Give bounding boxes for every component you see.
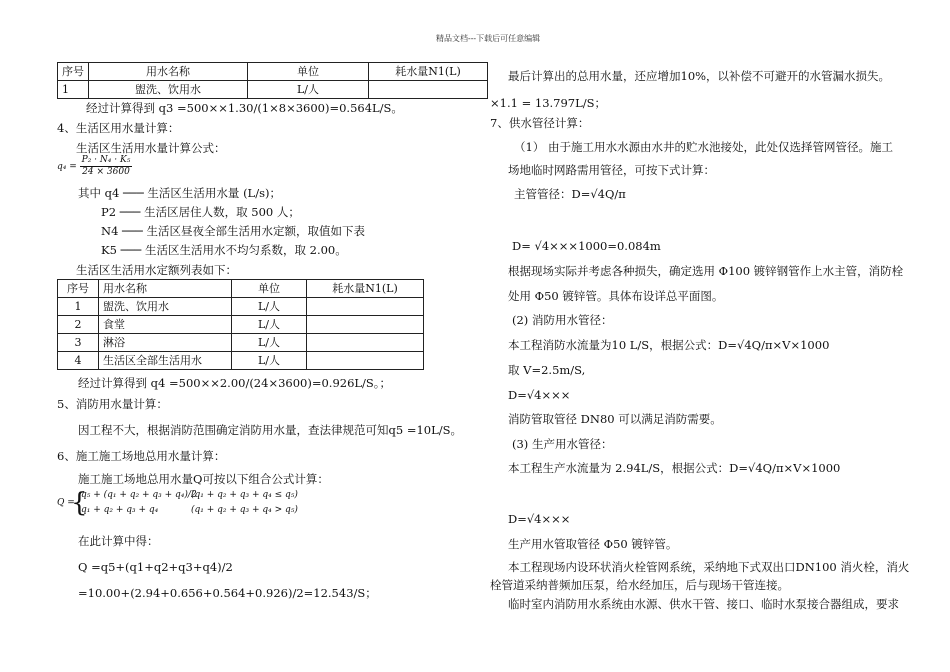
table-cell: 盥洗、饮用水 xyxy=(99,298,232,316)
production-pipe-conclusion: 生产用水管取管径 Φ50 镀锌管。 xyxy=(508,537,678,551)
production-pipe-formula: 本工程生产水流量为 2.94L/S，根据公式：D=√4Q/π×V×1000 xyxy=(508,461,841,475)
fire-pipe-title: (2) 消防用水管径： xyxy=(512,313,613,327)
section-6-intro: 施工施工场地总用水量Q可按以下组合公式计算： xyxy=(78,472,329,486)
water-quota-table-2 xyxy=(57,279,424,370)
calc-intro: 在此计算中得： xyxy=(78,534,159,548)
formula-lhs: Q = xyxy=(57,498,75,508)
where-n4: N4 ─── 生活区昼夜全部生活用水定额，取值如下表 xyxy=(101,224,365,238)
right-paragraph-4: 场地临时网路需用管径，可按下式计算： xyxy=(508,163,715,177)
formula-numerator: P₂ · N₄ · K₅ xyxy=(81,155,131,165)
table-cell xyxy=(369,81,488,99)
right-paragraph-7: 根据现场实际并考虑各种损失，确定选用 Φ100 镀锌钢管作上水主管，消防栓 xyxy=(508,264,904,278)
header-note: 精品文档---下载后可任意编辑 xyxy=(436,34,541,43)
table-header-row xyxy=(58,280,424,298)
section-4-title: 4、生活区用水量计算： xyxy=(57,121,180,135)
section-5-body: 因工程不大，根据消防范围确定消防用水量，查法律规范可知q5 =10L/S。 xyxy=(78,423,462,437)
total-water-formula xyxy=(57,488,317,518)
formula-condition-2: (q₁ + q₂ + q₃ + q₄ > q₅) xyxy=(191,505,298,515)
section-4-formula-intro: 生活区生活用水量计算公式： xyxy=(76,141,226,155)
right-paragraph-8: 处用 Φ50 镀锌管。具体布设详总平面图。 xyxy=(508,289,724,303)
table-header-cell: 用水名称 xyxy=(99,280,232,298)
right-paragraph-1: 最后计算出的总用水量，还应增加10%，以补偿不可避开的水管漏水损失。 xyxy=(508,69,891,83)
table-cell xyxy=(307,352,424,370)
table-cell xyxy=(307,334,424,352)
calc-result-q3: 经过计算得到 q3 =500××1.30/(1×8×3600)=0.564L/S。 xyxy=(86,101,403,115)
fire-pipe-conclusion: 消防管取管径 DN80 可以满足消防需要。 xyxy=(508,412,722,426)
formula-condition-1: (q₁ + q₂ + q₃ + q₄ ≤ q₅) xyxy=(191,490,298,500)
right-paragraph-2: ×1.1 = 13.797L/S； xyxy=(490,96,606,110)
table-cell: 4 xyxy=(58,352,99,370)
table-cell: L/人 xyxy=(232,298,307,316)
table-header-row xyxy=(58,63,488,81)
table-header-cell: 序号 xyxy=(58,63,89,81)
calc-line-1: Q =q5+(q1+q2+q3+q4)/2 xyxy=(78,560,233,574)
table-header-cell: 耗水量N1(L) xyxy=(369,63,488,81)
right-paragraph-18: 本工程现场内设环状消火栓管网系统，采纳地下式双出口DN100 消火栓，消火 xyxy=(508,560,910,574)
table-cell: L/人 xyxy=(232,316,307,334)
main-pipe-result: D= √4×××1000=0.084m xyxy=(512,239,661,253)
formula-fraction xyxy=(80,155,133,178)
brace-icon: { xyxy=(71,488,88,518)
section-5-title: 5、消防用水量计算： xyxy=(57,397,168,411)
main-pipe-formula: 主管管径：D=√4Q/π xyxy=(514,187,626,201)
table-cell: 2 xyxy=(58,316,99,334)
table-cell: 1 xyxy=(58,298,99,316)
table-header-cell: 耗水量N1(L) xyxy=(307,280,424,298)
formula-denominator: 24 × 3600 xyxy=(82,167,130,177)
water-quota-table-1 xyxy=(57,62,488,99)
table-row xyxy=(58,81,488,99)
calc-line-2: =10.00+(2.94+0.656+0.564+0.926)/2=12.543/S； xyxy=(78,586,377,600)
table-row xyxy=(58,334,424,352)
where-p2: P2 ─── 生活区居住人数，取 500 人； xyxy=(101,205,300,219)
table-cell: 盥洗、饮用水 xyxy=(89,81,248,99)
right-paragraph-3: （1） 由于施工用水水源由水井的贮水池接处，此处仅选择管网管径。施工 xyxy=(514,140,893,154)
table-cell: 淋浴 xyxy=(99,334,232,352)
production-pipe-title: (3) 生产用水管径： xyxy=(512,437,613,451)
table-2-intro: 生活区生活用水定额列表如下： xyxy=(76,263,237,277)
table-row xyxy=(58,316,424,334)
table-header-cell: 用水名称 xyxy=(89,63,248,81)
fire-pipe-result: D=√4××× xyxy=(508,388,571,402)
formula-case-1: q₅ + (q₁ + q₂ + q₃ + q₄)/2 xyxy=(81,490,197,500)
where-q4: 其中 q4 ─── 生活区生活用水量 (L/s)； xyxy=(78,186,281,200)
table-cell: 食堂 xyxy=(99,316,232,334)
formula-lhs: q₄ = xyxy=(57,162,77,172)
right-paragraph-19: 栓管道采纳普频加压泵，给水经加压，后与现场干管连接。 xyxy=(490,578,789,592)
q4-formula xyxy=(57,155,132,178)
fire-pipe-velocity: 取 V=2.5m/S, xyxy=(508,363,586,377)
table-cell xyxy=(307,298,424,316)
formula-case-2: q₁ + q₂ + q₃ + q₄ xyxy=(81,505,159,515)
table-cell: L/人 xyxy=(232,334,307,352)
table-cell xyxy=(307,316,424,334)
section-6-title: 6、施工施工场地总用水量计算： xyxy=(57,449,226,463)
table-cell: L/人 xyxy=(248,81,369,99)
production-pipe-result: D=√4××× xyxy=(508,512,571,526)
calc-result-q4: 经过计算得到 q4 =500××2.00/(24×3600)=0.926L/S。； xyxy=(78,376,392,390)
table-header-cell: 序号 xyxy=(58,280,99,298)
table-cell: 3 xyxy=(58,334,99,352)
right-paragraph-20: 临时室内消防用水系统由水源、供水干管、接口、临时水泵接合器组成，要求 xyxy=(508,597,899,611)
table-cell: 生活区全部生活用水 xyxy=(99,352,232,370)
table-header-cell: 单位 xyxy=(232,280,307,298)
table-row xyxy=(58,352,424,370)
table-row xyxy=(58,298,424,316)
section-7-title: 7、供水管径计算： xyxy=(490,116,590,130)
where-k5: K5 ─── 生活区生活用水不均匀系数，取 2.00。 xyxy=(101,243,347,257)
table-cell: L/人 xyxy=(232,352,307,370)
table-header-cell: 单位 xyxy=(248,63,369,81)
fire-pipe-formula: 本工程消防水流量为10 L/S，根据公式：D=√4Q/π×V×1000 xyxy=(508,338,830,352)
table-cell: 1 xyxy=(58,81,89,99)
